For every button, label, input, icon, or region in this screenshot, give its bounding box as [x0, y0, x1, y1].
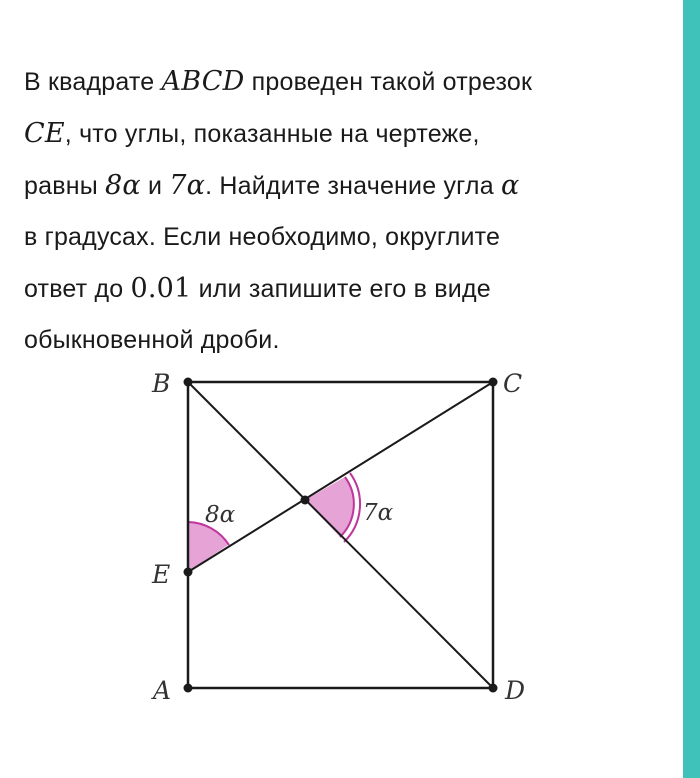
diagonal-bd	[188, 382, 493, 688]
point-b	[184, 378, 193, 387]
problem-line-4	[24, 212, 664, 263]
text-segment: ответ до	[24, 275, 131, 303]
point-d	[489, 684, 498, 693]
point-c	[489, 378, 498, 387]
point-intersection	[301, 496, 310, 505]
label-angle-8alpha: 8α	[205, 502, 236, 528]
problem-line-5	[24, 263, 664, 315]
math-alpha: α	[500, 170, 520, 201]
geometry-figure	[140, 360, 540, 710]
label-d: D	[505, 676, 526, 705]
problem-line-6	[24, 315, 664, 366]
point-e	[184, 568, 193, 577]
text-segment: в градусах. Если необходимо, округлите	[24, 223, 501, 251]
math-ce: CE	[24, 118, 65, 149]
text-segment: , что углы, показанные на чертеже,	[64, 120, 480, 148]
text-segment: проведен такой отрезок	[244, 68, 533, 96]
text-segment: и	[140, 172, 170, 200]
label-a: A	[153, 676, 172, 705]
text-segment: В квадрате	[24, 68, 162, 96]
segment-ce	[188, 382, 493, 572]
math-precision: 0.01	[130, 273, 192, 304]
label-angle-7alpha: 7α	[363, 500, 394, 526]
label-e: E	[152, 560, 171, 589]
scroll-accent-bar	[683, 0, 700, 778]
problem-text	[24, 56, 664, 366]
label-b: B	[152, 369, 171, 398]
math-8alpha: 8α	[105, 170, 141, 201]
angle-8alpha-fill	[188, 522, 228, 572]
math-7alpha: 7α	[169, 170, 206, 201]
text-segment: равны	[24, 172, 106, 200]
math-abcd: ABCD	[161, 66, 245, 97]
problem-line-2	[24, 108, 664, 160]
point-a	[184, 684, 193, 693]
label-c: C	[503, 369, 523, 398]
text-segment: обыкновенной дроби.	[24, 326, 280, 354]
text-segment: или запишите его в виде	[191, 275, 491, 303]
problem-line-3	[24, 160, 664, 212]
text-segment: . Найдите значение угла	[205, 172, 501, 200]
problem-line-1	[24, 56, 664, 108]
